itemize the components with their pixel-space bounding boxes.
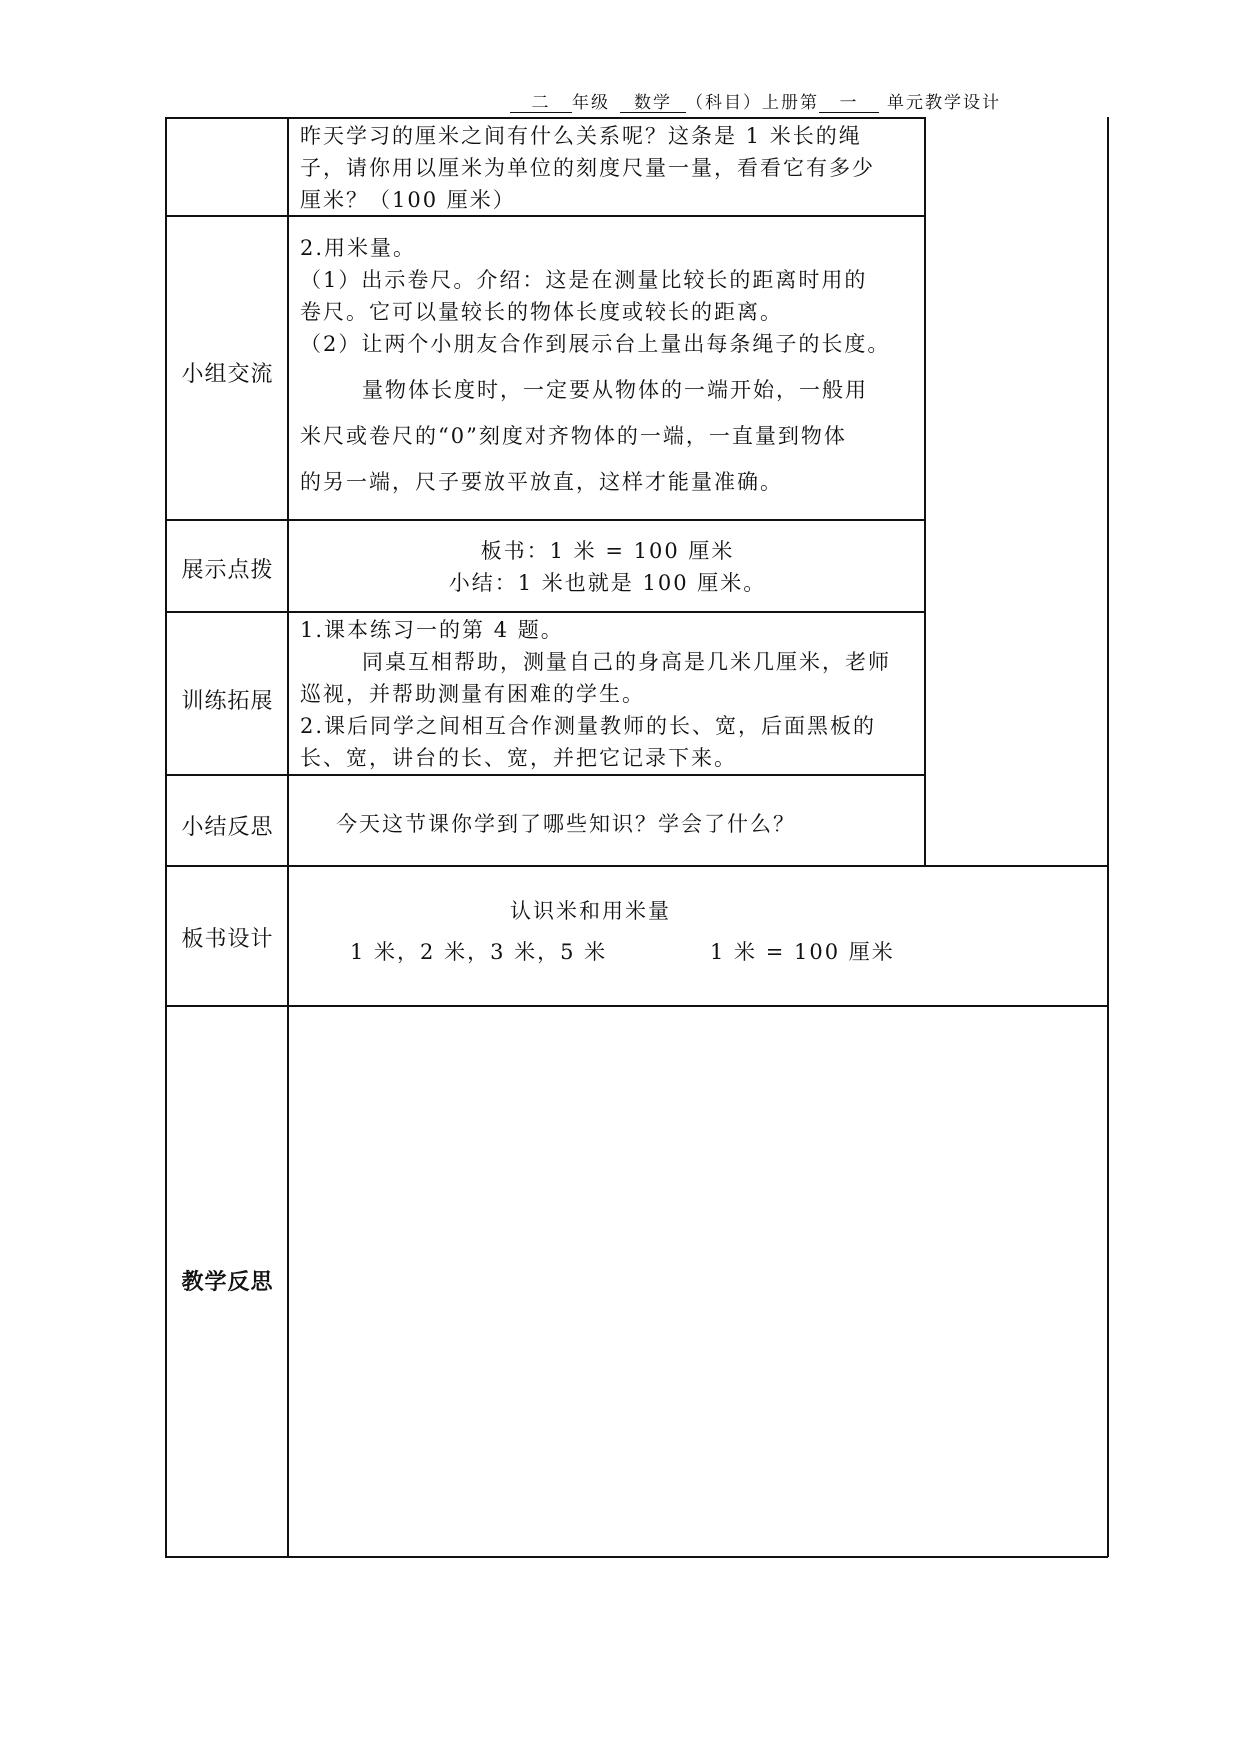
summary-label: 小结反思 <box>181 815 274 840</box>
header-unit: 一 <box>819 94 879 113</box>
table-border-top <box>165 117 926 119</box>
training-line: 1.课本练习一的第 4 题。 <box>300 618 564 642</box>
group-line: （1）出示卷尺。介绍：这是在测量比较长的距离时用的 <box>300 268 868 292</box>
reflection-label: 教学反思 <box>181 1270 274 1295</box>
display-content <box>300 535 915 599</box>
training-line: 2.课后同学之间相互合作测量教师的长、宽，后面黑板的 <box>300 714 877 738</box>
intro-line: 子，请你用以厘米为单位的刻度尺量一量，看看它有多少 <box>300 156 875 180</box>
header-subject: 数学 <box>620 94 686 113</box>
page-header <box>510 88 1001 113</box>
row-divider <box>165 519 926 521</box>
group-line: 米尺或卷尺的“0”刻度对齐物体的一端，一直量到物体 <box>300 424 847 448</box>
content-column-divider <box>924 117 926 866</box>
group-line: 的另一端，尺子要放平放直，这样才能量准确。 <box>300 470 783 494</box>
training-line: 同桌互相帮助，测量自己的身高是几米几厘米，老师 <box>362 650 891 674</box>
row-divider <box>165 611 926 613</box>
header-grade-suffix: 年级 <box>572 93 610 113</box>
board-title: 认识米和用米量 <box>510 899 671 923</box>
intro-line: 昨天学习的厘米之间有什么关系呢？这条是 1 米长的绳 <box>300 124 862 148</box>
group-line: 量物体长度时，一定要从物体的一端开始，一般用 <box>362 378 868 402</box>
row-divider <box>165 774 926 776</box>
header-subject-note: （科目）上册第 <box>686 93 819 113</box>
intro-content <box>300 120 915 216</box>
header-unit-suffix: 单元教学设计 <box>887 93 1001 113</box>
board-left: 1 米，2 米，3 米，5 米 <box>350 940 608 964</box>
board-label: 板书设计 <box>181 927 274 952</box>
group-label: 小组交流 <box>181 362 274 387</box>
group-content-paragraph <box>300 367 915 505</box>
row-divider <box>165 865 1108 867</box>
board-right: 1 米 = 100 厘米 <box>710 940 895 964</box>
display-line: 小结：1 米也就是 100 厘米。 <box>448 571 767 595</box>
display-line: 板书：1 米 = 100 厘米 <box>480 539 735 563</box>
table-border-right <box>1107 117 1109 1557</box>
training-line: 巡视，并帮助测量有困难的学生。 <box>300 682 645 706</box>
training-label: 训练拓展 <box>181 689 274 714</box>
summary-text: 今天这节课你学到了哪些知识？学会了什么？ <box>336 812 796 836</box>
row-divider <box>165 1005 1108 1007</box>
intro-line: 厘米？（100 厘米） <box>300 188 516 212</box>
display-label: 展示点拨 <box>181 558 274 583</box>
group-line: （2）让两个小朋友合作到展示台上量出每条绳子的长度。 <box>300 332 891 356</box>
training-content <box>300 614 915 774</box>
training-line: 长、宽，讲台的长、宽，并把它记录下来。 <box>300 746 737 770</box>
table-border-bottom <box>165 1556 1108 1558</box>
group-line: 卷尺。它可以量较长的物体长度或较长的距离。 <box>300 300 783 324</box>
group-content <box>300 232 915 360</box>
header-grade: 二 <box>510 94 572 113</box>
summary-content <box>336 808 951 840</box>
group-line: 2.用米量。 <box>300 236 417 260</box>
